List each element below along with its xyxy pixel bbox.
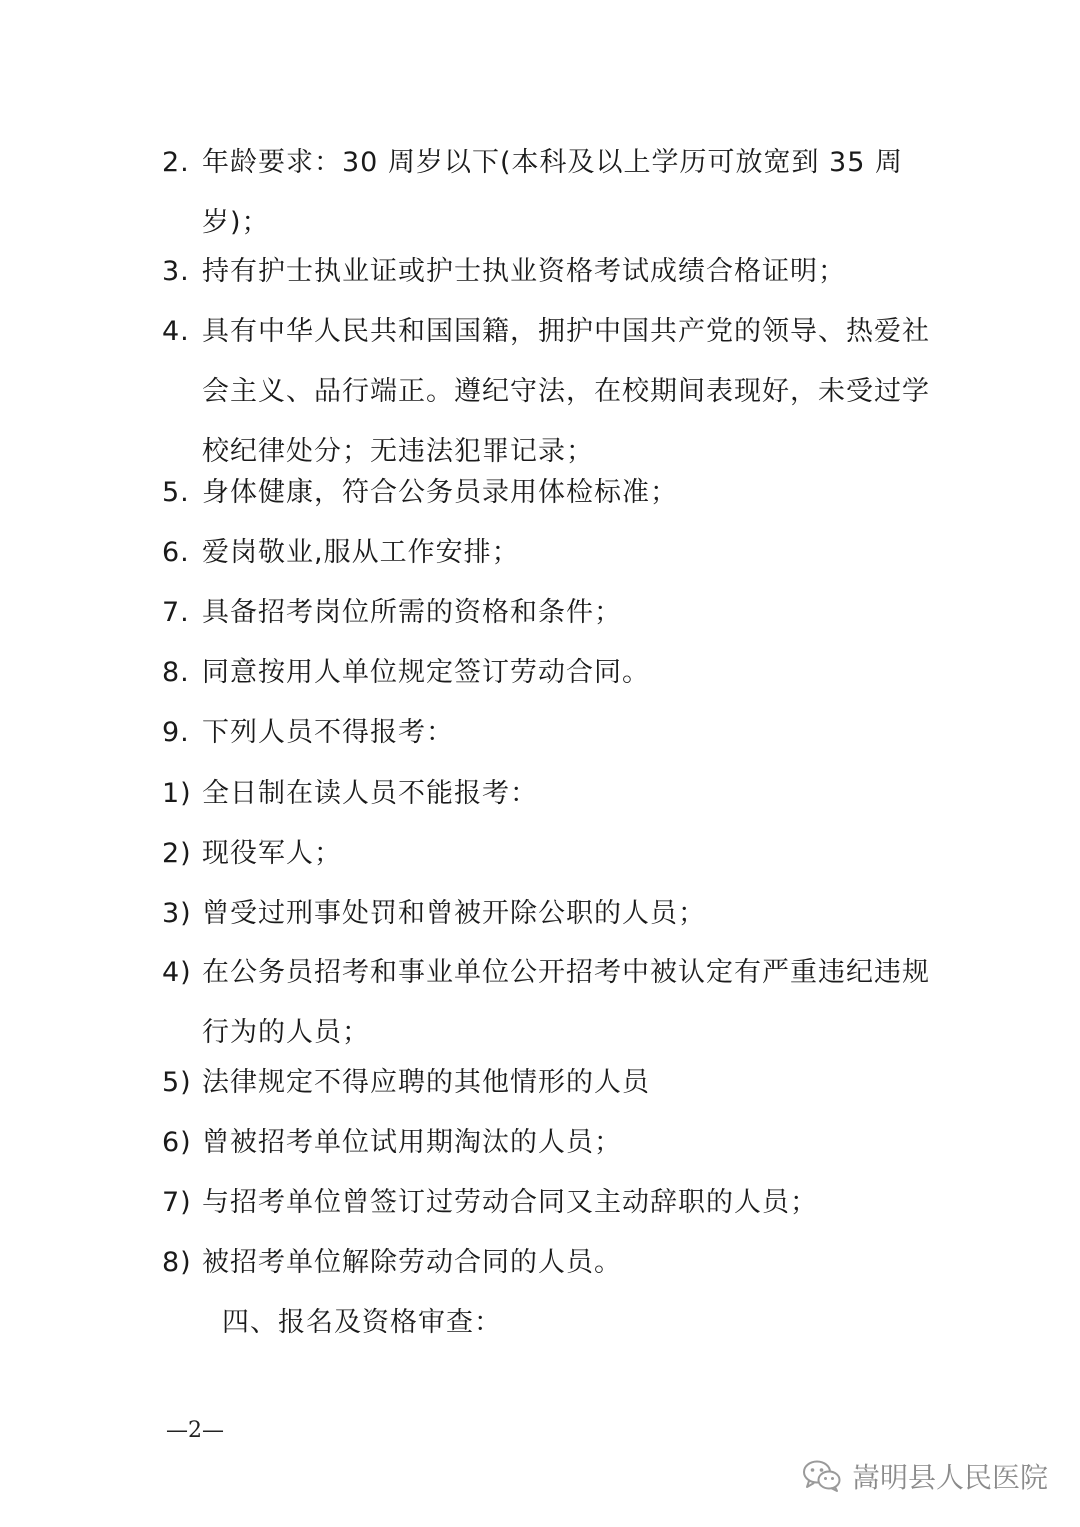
list-item bbox=[162, 703, 932, 763]
item-number: 8) bbox=[162, 1247, 192, 1278]
list-item bbox=[162, 523, 932, 583]
item-number: 3) bbox=[162, 898, 192, 929]
item-number: 2. bbox=[162, 147, 190, 178]
item-number: 9. bbox=[162, 717, 190, 748]
item-number: 5) bbox=[162, 1067, 192, 1098]
list-item bbox=[162, 1053, 932, 1113]
item-text: 曾受过刑事处罚和曾被开除公职的人员； bbox=[202, 898, 706, 929]
list-item bbox=[162, 133, 932, 253]
item-number: 3. bbox=[162, 256, 190, 287]
item-text: 全日制在读人员不能报考： bbox=[202, 778, 538, 809]
item-text: 现役军人； bbox=[202, 838, 342, 869]
watermark bbox=[802, 1456, 1048, 1496]
item-number: 7) bbox=[162, 1187, 192, 1218]
list-item bbox=[162, 583, 932, 643]
item-text: 与招考单位曾签订过劳动合同又主动辞职的人员； bbox=[202, 1187, 818, 1218]
wechat-icon bbox=[802, 1459, 842, 1493]
section-heading: 四、报名及资格审查： bbox=[222, 1307, 502, 1338]
item-text: 爱岗敬业,服从工作安排； bbox=[202, 537, 520, 568]
item-number: 5. bbox=[162, 477, 190, 508]
list-item bbox=[162, 884, 932, 944]
item-number: 1) bbox=[162, 778, 192, 809]
item-number: 8. bbox=[162, 657, 190, 688]
item-number: 6) bbox=[162, 1127, 192, 1158]
item-number: 7. bbox=[162, 597, 190, 628]
list-item bbox=[162, 242, 932, 302]
item-number: 6. bbox=[162, 537, 190, 568]
list-item bbox=[162, 943, 932, 1063]
list-item bbox=[162, 1173, 932, 1233]
list-item bbox=[162, 302, 932, 482]
item-number: 2) bbox=[162, 838, 192, 869]
item-text: 法律规定不得应聘的其他情形的人员 bbox=[202, 1067, 650, 1098]
item-text: 同意按用人单位规定签订劳动合同。 bbox=[202, 657, 650, 688]
item-text: 下列人员不得报考： bbox=[202, 717, 454, 748]
list-item bbox=[162, 1233, 932, 1293]
item-text: 身体健康，符合公务员录用体检标准； bbox=[202, 477, 678, 508]
list-item bbox=[162, 1113, 932, 1173]
item-text: 在公务员招考和事业单位公开招考中被认定有严重违纪违规行为的人员； bbox=[202, 957, 930, 1048]
item-text: 被招考单位解除劳动合同的人员。 bbox=[202, 1247, 622, 1278]
list-item bbox=[162, 643, 932, 703]
item-text: 曾被招考单位试用期淘汰的人员； bbox=[202, 1127, 622, 1158]
item-text: 年龄要求：30 周岁以下(本科及以上学历可放宽到 35 周岁)； bbox=[202, 147, 903, 238]
list-item bbox=[162, 824, 932, 884]
item-text: 具有中华人民共和国国籍，拥护中国共产党的领导、热爱社会主义、品行端正。遵纪守法，在校期间表现好，未受过学校纪律处分；无违法犯罪记录； bbox=[202, 316, 930, 467]
item-text: 持有护士执业证或护士执业资格考试成绩合格证明； bbox=[202, 256, 846, 287]
item-number: 4. bbox=[162, 316, 190, 347]
list-item bbox=[162, 764, 932, 824]
watermark-text: 嵩明县人民医院 bbox=[851, 1461, 1048, 1494]
list-item bbox=[162, 463, 932, 523]
item-number: 4) bbox=[162, 957, 192, 988]
item-text: 具备招考岗位所需的资格和条件； bbox=[202, 597, 622, 628]
page-number: —2— bbox=[166, 1418, 224, 1443]
